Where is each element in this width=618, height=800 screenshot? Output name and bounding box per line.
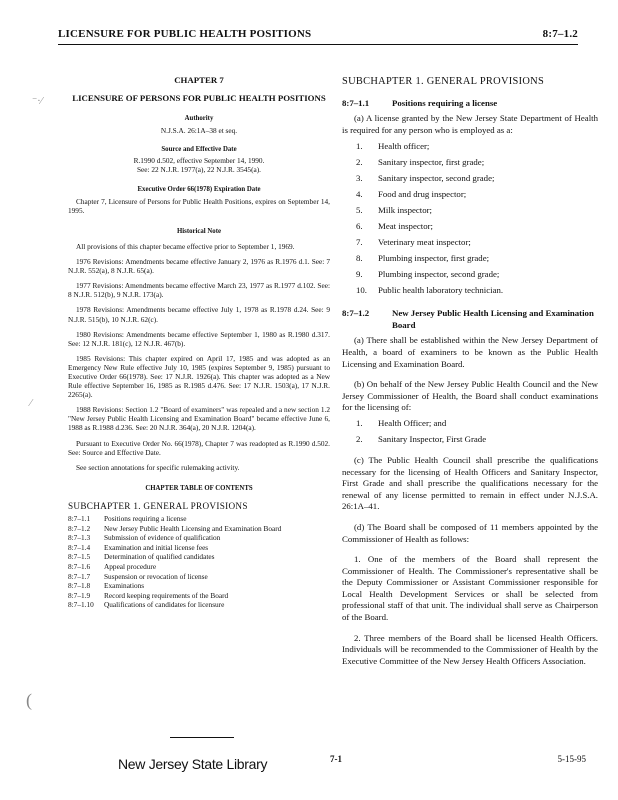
toc-entry (68, 562, 330, 572)
source-line: See: 22 N.J.R. 1977(a), 22 N.J.R. 3545(a). (136, 165, 262, 175)
paragraph: (a) A license granted by the New Jersey State Department of Health is required for any person who is employed as a: (342, 113, 598, 135)
item-text: Meat inspector; (378, 220, 433, 231)
item-text: Food and drug inspector; (378, 188, 467, 199)
section-heading (342, 308, 598, 331)
toc-entry (68, 543, 330, 553)
toc-text: Examinations (104, 581, 145, 591)
toc-entry (68, 600, 330, 610)
margin-mark: ( (26, 690, 32, 710)
item-text: Public health laboratory technician. (378, 284, 504, 295)
item-number: 8. (356, 252, 363, 263)
hist-paragraph: 1978 Revisions: Amendments became effective July 1, 1978 as R.1978 d.24. See: 9 N.J.R. 515(b), 10 N.J.R. 62(c). (68, 305, 330, 324)
paragraph: 1. One of the members of the Board shall represent the Commissioner of Health. The Commissioner's representative shall be the Deputy Commissioner or Assistant Commissioner responsible for Local Health Development Services or shall be selected from professional staff of that unit. The individual shall serve as Chairperson of the Board. (342, 554, 598, 623)
section-title: Positions requiring a license (392, 97, 498, 108)
authority-heading: Authority (184, 115, 214, 123)
item-text: Sanitary Inspector, First Grade (378, 434, 487, 445)
list-item (342, 253, 598, 265)
page-number: 7-1 (330, 754, 342, 764)
item-number: 2. (356, 156, 363, 167)
list-item (342, 221, 598, 233)
toc-text: Submission of evidence of qualification (104, 533, 221, 543)
toc-entry (68, 533, 330, 543)
toc-number: 8:7–1.5 (68, 552, 91, 562)
source-heading: Source and Effective Date (161, 146, 237, 154)
list-item (342, 418, 598, 430)
toc-entry (68, 591, 330, 601)
hist-paragraph: 1985 Revisions: This chapter expired on April 17, 1985 and was adopted as an Emergency New Rule effective July 10, 1985 (expires September 9, 1985) pursuant to Executive Order 66(1978). See: 17 N.J.R. 1926(a). This chapter was adopted as a New Rule effective September 16, 1985 as R.1985 d.476. See: 17 N.J.R. 1503(a), 17 N.J.R. 2265(a). (68, 353, 330, 400)
item-number: 7. (356, 236, 363, 247)
section-number: 8:7–1.2 (342, 308, 370, 319)
hist-paragraph: 1988 Revisions: Section 1.2 "Board of examiners" was repealed and a new section 1.2 "New Jersey Public Health Licensing and Examination Board" became effective June 6, 1988 as R.1988 d.236. See: 20 N.J.R. 364(a), 20 N.J.R. 1204(a). (68, 405, 330, 433)
chapter-title: LICENSURE OF PERSONS FOR PUBLIC HEALTH POSITIONS (72, 93, 326, 104)
paragraph: 2. Three members of the Board shall be licensed Health Officers. Individuals will be recommended to the Commissioner of Health by the Executive Committee of the New Jersey Health Officers Association. (342, 632, 598, 666)
chapter-number: CHAPTER 7 (174, 75, 224, 85)
toc-text: New Jersey Public Health Licensing and Examination Board (104, 523, 282, 533)
header-title: LICENSURE FOR PUBLIC HEALTH POSITIONS (58, 28, 312, 40)
item-text: Milk inspector; (378, 204, 432, 215)
hist-paragraph: 1977 Revisions: Amendments became effective March 23, 1977 as R.1977 d.102. See: 8 N.J.R. 512(b), 9 N.J.R. 173(a). (68, 281, 330, 300)
list-item (342, 269, 598, 281)
list-item (342, 434, 598, 446)
paragraph: (b) On behalf of the New Jersey Public Health Council and the New Jersey Commissioner of Health, the Board shall conduct examinations for the licensing of: (342, 379, 598, 413)
item-number: 1. (356, 140, 363, 151)
toc-number: 8:7–1.2 (68, 523, 91, 533)
toc-text: Suspension or revocation of license (104, 571, 208, 581)
list-item (342, 141, 598, 153)
paragraph: (c) The Public Health Council shall prescribe the qualifications necessary for the licensing of Health Officers and Sanitary Inspector, First Grade and shall prescribe the qualifications necessary for the renewal of any license permitted to remain in effect under N.J.S.A. 26:1A–41. (342, 454, 598, 512)
list-item (342, 237, 598, 249)
item-text: Health Officer; and (378, 418, 447, 429)
item-number: 5. (356, 204, 363, 215)
hist-paragraph: 1980 Revisions: Amendments became effective September 1, 1980 as R.1980 d.317. See: 12 N.J.R. 181(c), 12 N.J.R. 467(b). (68, 329, 330, 348)
toc-number: 8:7–1.1 (68, 514, 91, 523)
toc-title: CHAPTER TABLE OF CONTENTS (145, 484, 253, 492)
toc-number: 8:7–1.4 (68, 542, 91, 552)
eo-text: Chapter 7, Licensure of Persons for Public Health Positions, expires on September 14, 1995. (68, 196, 330, 215)
paragraph: (d) The Board shall be composed of 11 members appointed by the Commissioner of Health as follows: (342, 521, 598, 544)
item-text: Plumbing inspector, first grade; (378, 252, 490, 263)
positions-list (342, 141, 598, 296)
item-number: 10. (356, 284, 367, 295)
eo-heading: Executive Order 66(1978) Expiration Date (137, 185, 261, 193)
item-text: Health officer; (378, 140, 430, 151)
left-column (68, 56, 330, 610)
toc-number: 8:7–1.10 (68, 600, 94, 610)
item-number: 4. (356, 188, 363, 199)
section-number: 8:7–1.1 (342, 97, 370, 108)
toc-entry (68, 552, 330, 562)
item-text: Sanitary inspector, second grade; (378, 172, 495, 183)
list-item (342, 173, 598, 185)
item-text: Sanitary inspector, first grade; (378, 156, 485, 167)
toc-number: 8:7–1.6 (68, 561, 91, 571)
hist-paragraph: Pursuant to Executive Order No. 66(1978), Chapter 7 was readopted as R.1990 d.502. See: Source and Effective Date. (68, 438, 330, 457)
section-title: New Jersey Public Health Licensing and Examination Board (392, 308, 594, 330)
toc-entry (68, 514, 330, 524)
item-text: Veterinary meat inspector; (378, 236, 471, 247)
historical-note-heading: Historical Note (177, 227, 221, 235)
header-rule (58, 44, 578, 45)
toc-text: Positions requiring a license (104, 514, 187, 523)
toc-subchapter: SUBCHAPTER 1. GENERAL PROVISIONS (68, 500, 248, 511)
list-item (342, 285, 598, 297)
item-number: 3. (356, 172, 363, 183)
margin-mark: ⁄ (30, 398, 32, 409)
hist-paragraph: All provisions of this chapter became effective prior to September 1, 1969. (76, 241, 295, 251)
toc-entry (68, 572, 330, 582)
item-number: 9. (356, 268, 363, 279)
footer-rule (170, 737, 234, 738)
historical-note (68, 242, 330, 472)
toc-number: 8:7–1.8 (68, 581, 91, 591)
item-number: 6. (356, 220, 363, 231)
toc-text: Record keeping requirements of the Board (104, 590, 229, 600)
table-of-contents (68, 514, 330, 610)
toc-entry (68, 524, 330, 534)
subchapter-heading: SUBCHAPTER 1. GENERAL PROVISIONS (342, 76, 545, 87)
toc-entry (68, 581, 330, 591)
authority-text: N.J.S.A. 26:1A–38 et seq. (160, 126, 238, 136)
list-item (342, 157, 598, 169)
paragraph: (a) There shall be established within the New Jersey Department of Health, a board of examiners to be known as the Public Health Licensing and Examination Board. (342, 335, 598, 369)
toc-number: 8:7–1.7 (68, 571, 91, 581)
section-heading (342, 98, 598, 110)
list-item (342, 205, 598, 217)
licensing-list (342, 418, 598, 446)
toc-text: Qualifications of candidates for licensure (104, 600, 225, 610)
running-header (58, 28, 578, 42)
library-stamp: New Jersey State Library (118, 756, 268, 772)
toc-text: Appeal procedure (104, 561, 157, 571)
header-section: 8:7–1.2 (542, 28, 578, 40)
item-text: Plumbing inspector, second grade; (378, 268, 500, 279)
toc-text: Determination of qualified candidates (104, 552, 215, 562)
margin-mark: ⁻·⁄ (32, 96, 43, 107)
hist-paragraph: See section annotations for specific rulemaking activity. (76, 462, 240, 472)
toc-number: 8:7–1.3 (68, 533, 91, 543)
source-line: R.1990 d.502, effective September 14, 1990. (133, 156, 265, 166)
list-item (342, 189, 598, 201)
toc-number: 8:7–1.9 (68, 590, 91, 600)
toc-text: Examination and initial license fees (104, 542, 209, 552)
right-column (342, 56, 598, 667)
hist-paragraph: 1976 Revisions: Amendments became effective January 2, 1976 as R.1976 d.1. See: 7 N.J.R. 552(a), 8 N.J.R. 65(a). (68, 257, 330, 276)
page-date: 5-15-95 (557, 754, 586, 764)
item-number: 2. (356, 434, 363, 445)
item-number: 1. (356, 418, 363, 429)
